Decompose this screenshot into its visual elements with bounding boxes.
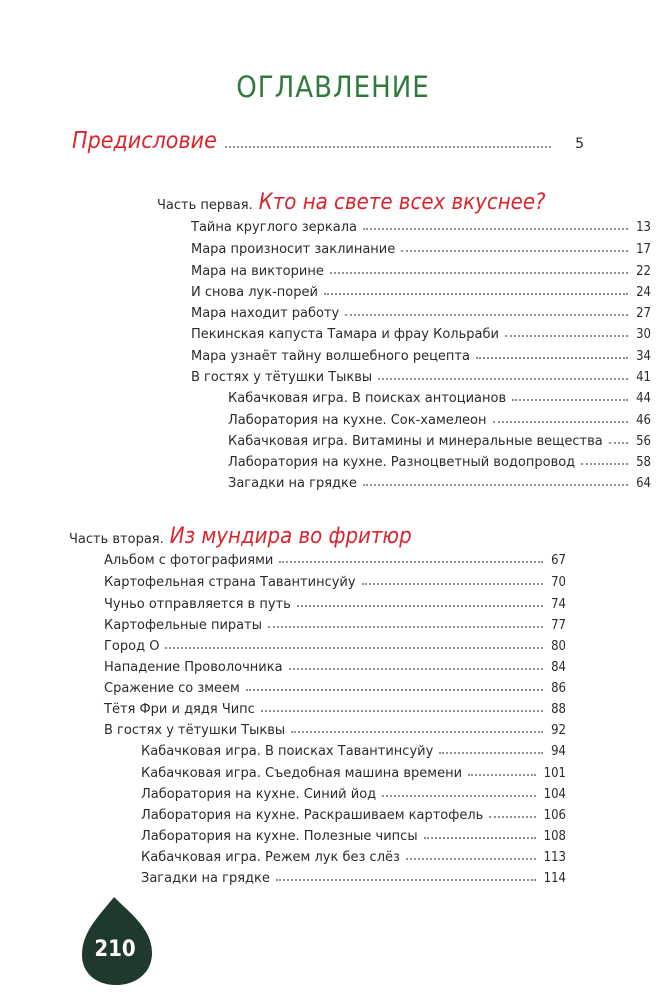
toc-subentry[interactable] (228, 388, 651, 406)
entry-label: Нападение Проволочника (104, 660, 283, 675)
dot-leader (291, 719, 543, 733)
entry-label: Мара на викторине (191, 264, 324, 279)
entry-label: Кабачковая игра. Съедобная машина времени (141, 766, 463, 781)
dot-leader (345, 302, 628, 316)
entry-page-number: 104 (543, 787, 566, 802)
entry-label: Картофельная страна Тавантинсуйу (104, 575, 356, 590)
entry-page-number: 44 (636, 391, 651, 406)
entry-label: Мара узнаёт тайну волшебного рецепта (191, 349, 470, 364)
dot-leader (268, 614, 543, 628)
entry-page-number: 74 (551, 597, 566, 612)
dot-leader (406, 846, 536, 860)
part-one-title: Кто на свете всех вкуснее? (258, 190, 546, 215)
dot-leader (279, 549, 543, 563)
toc-entry[interactable] (191, 217, 651, 235)
dot-leader (382, 783, 536, 797)
entry-page-number: 92 (551, 723, 566, 738)
toc-subentry[interactable] (141, 847, 566, 865)
preface-label: Предисловие (72, 128, 217, 154)
dot-leader (289, 656, 544, 670)
entry-label: Лаборатория на кухне. Синий йод (141, 787, 377, 802)
entry-page-number: 113 (543, 850, 566, 865)
entry-label: Тайна круглого зеркала (191, 220, 358, 235)
toc-subentry[interactable] (141, 784, 566, 802)
toc-subentry[interactable] (141, 868, 566, 886)
entry-page-number: 101 (543, 766, 566, 781)
dot-leader (362, 571, 544, 585)
entry-page-number: 80 (551, 639, 566, 654)
toc-subentry[interactable] (228, 431, 651, 449)
entry-label: Лаборатория на кухне. Полезные чипсы (141, 829, 418, 844)
dot-leader (609, 430, 628, 444)
toc-entry[interactable] (104, 699, 566, 717)
entry-label: Сражение со змеем (104, 681, 240, 696)
part-two-heading (69, 524, 412, 549)
toc-entry[interactable] (191, 324, 651, 342)
page-number: 210 (94, 937, 136, 962)
entry-page-number: 70 (551, 575, 566, 590)
entry-label: Пекинская капуста Тамара и фрау Кольраби (191, 327, 499, 342)
entry-page-number: 22 (636, 264, 651, 279)
toc-entry[interactable] (191, 346, 651, 364)
toc-entry[interactable] (191, 282, 651, 300)
dot-leader (581, 451, 628, 465)
toc-entry[interactable] (104, 657, 566, 675)
entry-label: Город О (104, 639, 160, 654)
toc-entry[interactable] (191, 367, 651, 385)
entry-page-number: 27 (636, 306, 651, 321)
entry-label: В гостях у тётушки Тыквы (191, 370, 373, 385)
part-one-heading (157, 190, 546, 215)
toc-entry[interactable] (104, 720, 566, 738)
entry-label: И снова лук-порей (191, 285, 318, 300)
toc-subentry[interactable] (141, 763, 566, 781)
entry-page-number: 64 (636, 476, 651, 491)
dot-leader (401, 238, 628, 252)
part-two-title: Из мундира во фритюр (169, 524, 412, 549)
toc-entry[interactable] (104, 550, 566, 568)
entry-page-number: 77 (551, 618, 566, 633)
entry-page-number: 94 (551, 744, 566, 759)
entry-label: Загадки на грядке (141, 871, 270, 886)
toc-subentry[interactable] (228, 410, 651, 428)
toc-subentry[interactable] (141, 741, 566, 759)
entry-label: Лаборатория на кухне. Раскрашиваем картофель (141, 808, 484, 823)
dot-leader (165, 635, 543, 649)
dot-leader (363, 472, 628, 486)
entry-label: В гостях у тётушки Тыквы (104, 723, 286, 738)
toc-entry[interactable] (104, 636, 566, 654)
entry-page-number: 41 (636, 370, 651, 385)
entry-label: Картофельные пираты (104, 618, 262, 633)
entry-label: Кабачковая игра. В поисках антоцианов (228, 391, 507, 406)
entry-label: Альбом с фотографиями (104, 553, 274, 568)
entry-label: Лаборатория на кухне. Разноцветный водопровод (228, 455, 576, 470)
entry-label: Мара произносит заклинание (191, 242, 396, 257)
entry-page-number: 58 (636, 455, 651, 470)
toc-entry[interactable] (191, 239, 651, 257)
dot-leader (424, 825, 536, 839)
toc-entry[interactable] (104, 678, 566, 696)
preface-entry[interactable] (72, 128, 584, 154)
toc-title: ОГЛАВЛЕНИЕ (236, 70, 430, 104)
toc-subentry[interactable] (228, 473, 651, 491)
entry-label: Кабачковая игра. Режем лук без слёз (141, 850, 400, 865)
toc-entry[interactable] (104, 615, 566, 633)
dot-leader (324, 281, 628, 295)
entry-page-number: 56 (636, 434, 651, 449)
toc-subentry[interactable] (141, 805, 566, 823)
dot-leader (246, 677, 543, 691)
entry-page-number: 24 (636, 285, 651, 300)
dot-leader (225, 134, 551, 148)
dot-leader (439, 740, 543, 754)
dot-leader (512, 387, 628, 401)
entry-page-number: 114 (543, 871, 566, 886)
preface-page-number: 5 (575, 136, 584, 152)
toc-subentry[interactable] (141, 826, 566, 844)
entry-label: Лаборатория на кухне. Сок-хамелеон (228, 413, 487, 428)
entry-page-number: 86 (551, 681, 566, 696)
toc-entry[interactable] (191, 303, 651, 321)
dot-leader (297, 593, 543, 607)
dot-leader (378, 366, 628, 380)
part-one-prefix: Часть первая. (157, 198, 253, 213)
entry-page-number: 67 (551, 553, 566, 568)
toc-subentry[interactable] (228, 452, 651, 470)
dot-leader (505, 323, 628, 337)
dot-leader (476, 345, 628, 359)
entry-label: Мара находит работу (191, 306, 340, 321)
dot-leader (468, 762, 536, 776)
entry-label: Чуньо отправляется в путь (104, 597, 291, 612)
dot-leader (276, 867, 536, 881)
entry-label: Кабачковая игра. Витамины и минеральные вещества (228, 434, 603, 449)
entry-label: Кабачковая игра. В поисках Тавантинсуйу (141, 744, 434, 759)
dot-leader (363, 216, 628, 230)
toc-entry[interactable] (104, 594, 566, 612)
entry-page-number: 84 (551, 660, 566, 675)
entry-label: Тётя Фри и дядя Чипс (104, 702, 255, 717)
entry-page-number: 106 (543, 808, 566, 823)
entry-page-number: 13 (636, 220, 651, 235)
dot-leader (493, 409, 629, 423)
entry-page-number: 34 (636, 349, 651, 364)
dot-leader (261, 698, 543, 712)
entry-page-number: 46 (636, 413, 651, 428)
entry-page-number: 108 (543, 829, 566, 844)
entry-page-number: 17 (636, 242, 651, 257)
page-number-badge (78, 893, 158, 989)
toc-entry[interactable] (191, 261, 651, 279)
entry-page-number: 88 (551, 702, 566, 717)
entry-page-number: 30 (636, 327, 651, 342)
dot-leader (489, 804, 535, 818)
part-two-prefix: Часть вторая. (69, 532, 164, 547)
toc-entry[interactable] (104, 572, 566, 590)
dot-leader (330, 260, 628, 274)
entry-label: Загадки на грядке (228, 476, 357, 491)
